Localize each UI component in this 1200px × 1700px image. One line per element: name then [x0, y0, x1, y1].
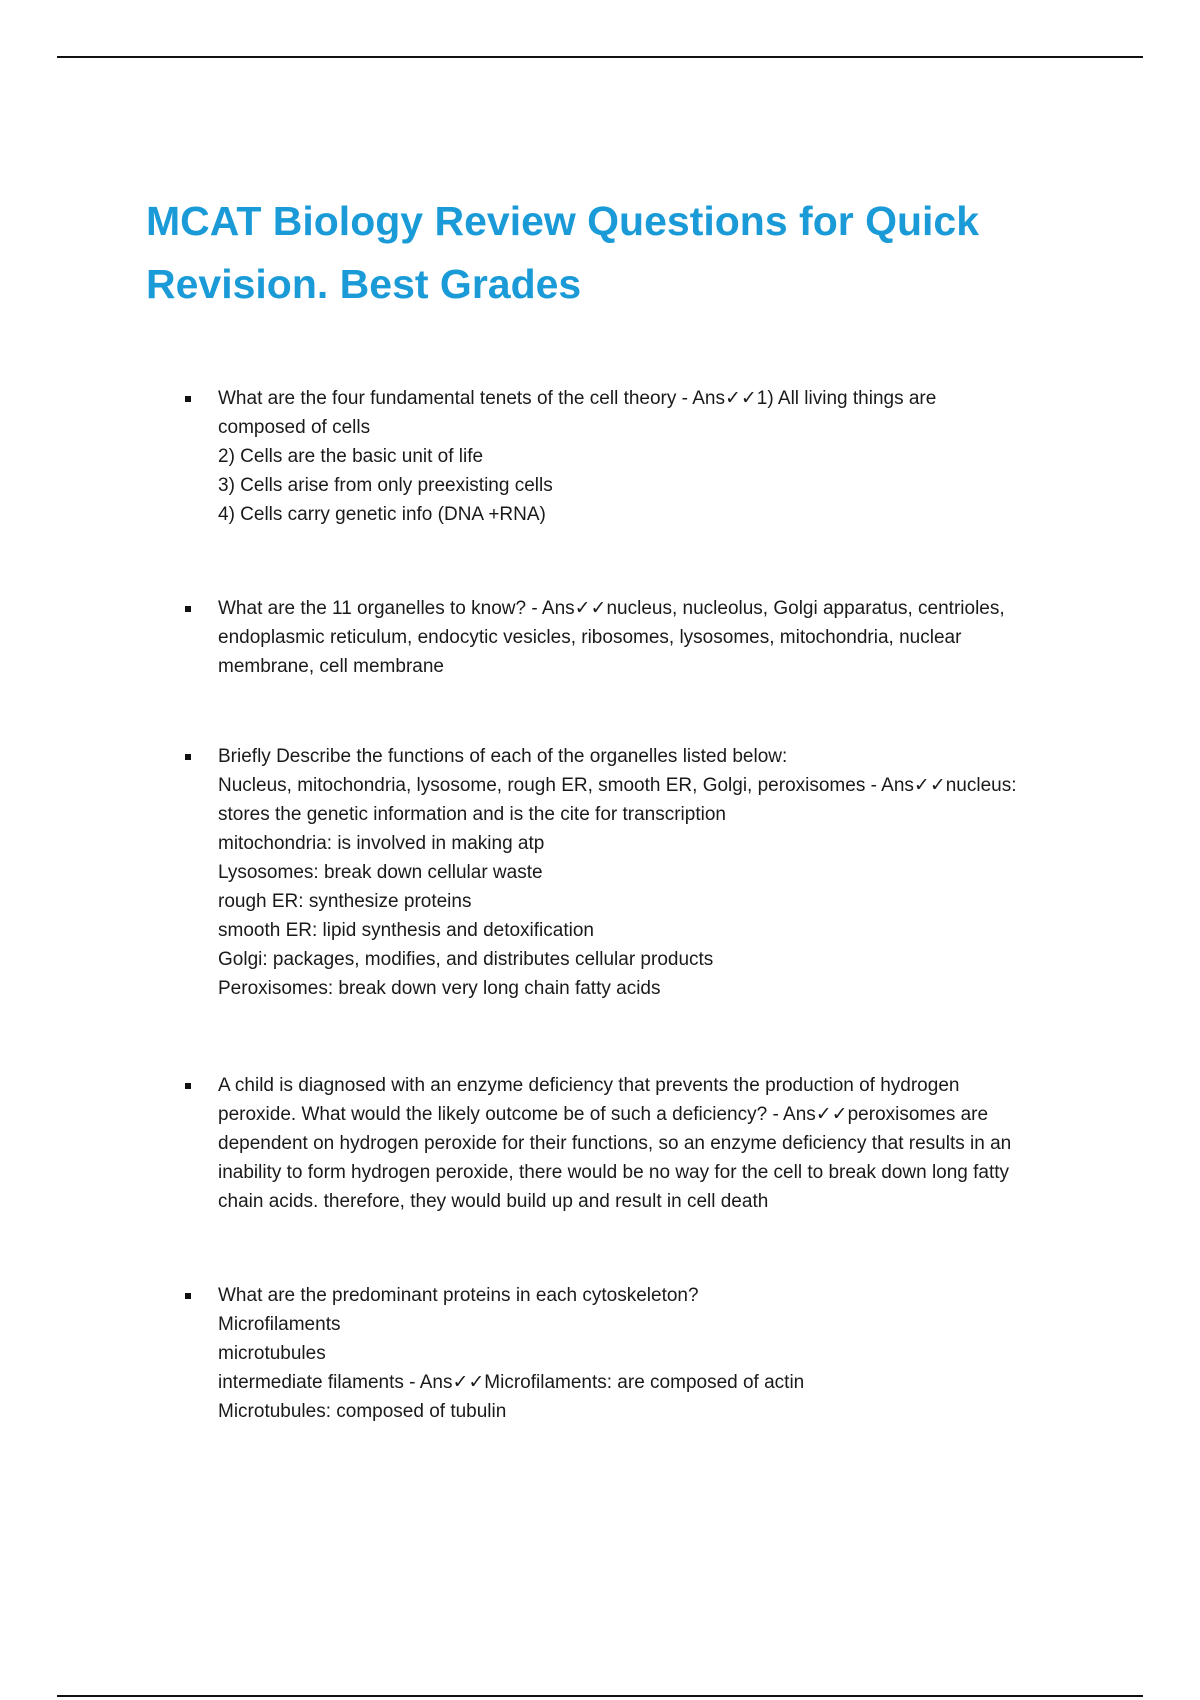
answer-line: 2) Cells are the basic unit of life [218, 446, 484, 467]
answer-line: Lysosomes: break down cellular waste [218, 862, 543, 883]
square-bullet-icon [185, 1083, 191, 1089]
question-line: What are the four fundamental tenets of the cell theory - Ans✓✓1) All living things are [218, 388, 937, 409]
question-line: peroxide. What would the likely outcome be of such a deficiency? - Ans✓✓peroxisomes are [218, 1104, 989, 1125]
answer-line: inability to form hydrogen peroxide, there would be no way for the cell to break down long fatty [218, 1162, 1010, 1183]
question-item [218, 1071, 1098, 1216]
answer-line: intermediate filaments - Ans✓✓Microfilaments: are composed of actin [218, 1372, 805, 1393]
footer-rule [57, 1695, 1143, 1697]
answer-line: 4) Cells carry genetic info (DNA +RNA) [218, 504, 546, 525]
question-line: What are the 11 organelles to know? - Ans✓✓nucleus, nucleolus, Golgi apparatus, centrioles, [218, 598, 1005, 619]
answer-line: 3) Cells arise from only preexisting cells [218, 475, 553, 496]
answer-line: Golgi: packages, modifies, and distributes cellular products [218, 949, 714, 970]
square-bullet-icon [185, 1293, 191, 1299]
answer-line: membrane, cell membrane [218, 656, 444, 677]
answer-line: endoplasmic reticulum, endocytic vesicles, ribosomes, lysosomes, mitochondria, nuclear [218, 627, 962, 648]
question-item [218, 742, 1098, 1003]
answer-line: rough ER: synthesize proteins [218, 891, 472, 912]
question-item [218, 384, 1098, 529]
square-bullet-icon [185, 754, 191, 760]
answer-line: dependent on hydrogen peroxide for their functions, so an enzyme deficiency that results in an [218, 1133, 1012, 1154]
question-line: microtubules [218, 1343, 326, 1364]
header-rule [57, 56, 1143, 58]
answer-line: stores the genetic information and is the cite for transcription [218, 804, 726, 825]
question-item [218, 594, 1098, 681]
answer-line: Peroxisomes: break down very long chain fatty acids [218, 978, 661, 999]
question-line: A child is diagnosed with an enzyme deficiency that prevents the production of hydrogen [218, 1075, 960, 1096]
answer-line: mitochondria: is involved in making atp [218, 833, 545, 854]
square-bullet-icon [185, 606, 191, 612]
question-line: What are the predominant proteins in each cytoskeleton? [218, 1285, 699, 1306]
document-title [146, 190, 1046, 316]
answer-line: composed of cells [218, 417, 371, 438]
question-line: Nucleus, mitochondria, lysosome, rough ER, smooth ER, Golgi, peroxisomes - Ans✓✓nucleus: [218, 775, 1017, 796]
title-line: Revision. Best Grades [146, 261, 582, 307]
title-line: MCAT Biology Review Questions for Quick [146, 198, 980, 244]
square-bullet-icon [185, 396, 191, 402]
question-line: Briefly Describe the functions of each of the organelles listed below: [218, 746, 788, 767]
answer-line: Microtubules: composed of tubulin [218, 1401, 507, 1422]
answer-line: smooth ER: lipid synthesis and detoxification [218, 920, 594, 941]
question-item [218, 1281, 1098, 1426]
answer-line: chain acids. therefore, they would build up and result in cell death [218, 1191, 769, 1212]
question-line: Microfilaments [218, 1314, 341, 1335]
